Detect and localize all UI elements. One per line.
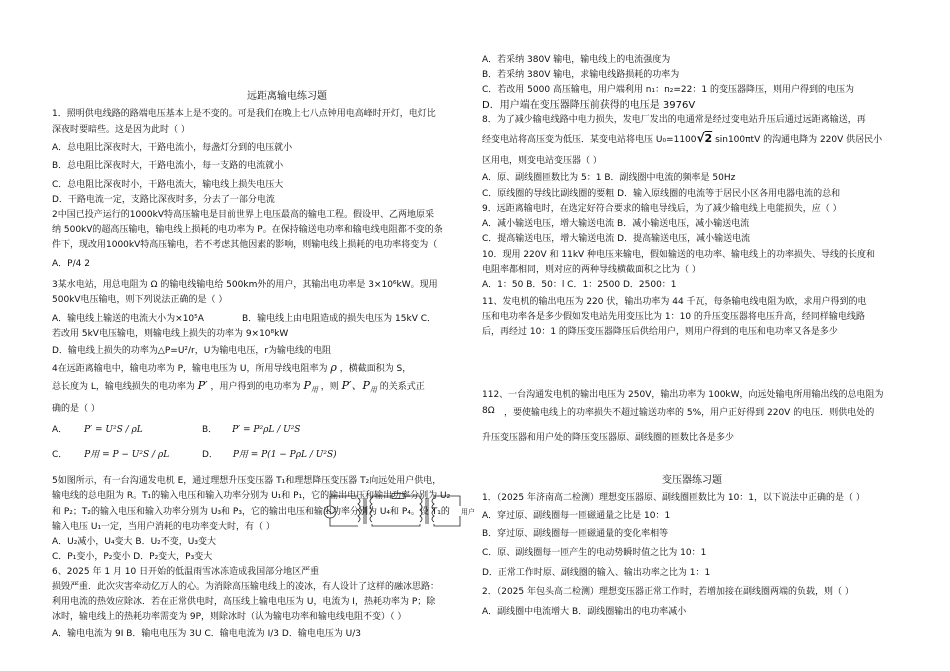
q4-option-c	[52, 449, 169, 463]
q3-option-a: A．输电线上输送的电流大小为×10⁵A	[52, 314, 204, 324]
t-q2-options-ab: A．副线圈中电流增大 B．副线圈输出的电功率减小	[482, 607, 687, 617]
sqrt-symbol: √	[696, 131, 705, 145]
q10-options: A．1：50 B．50：l C．1：2500 D．2500：1	[482, 280, 677, 290]
q1-stem-line-1: 1．照明供电线路的路端电压基本上是不变的。可是我们在晚上七八点钟用电高峰时开灯，电灯比	[52, 109, 436, 119]
q4-d-formula: P用 = P(1 − PρL / U²S)	[232, 450, 337, 460]
q8-options-cd: C．原线圈的导线比副线圈的要粗 D．输入原线圈的电流等于居民小区各用电器电流的总和	[482, 189, 841, 199]
t2-secondary-coil	[432, 498, 434, 522]
q8-line-3: 区用电，则变电站变压器（ ）	[482, 156, 602, 166]
q4-option-a	[52, 424, 143, 438]
q9-options-ab: A．减小输送电压，增大输送电流 B．减小输送电压，减小输送电流	[482, 219, 750, 229]
t1-secondary-coil	[370, 498, 372, 522]
t1-primary-coil	[358, 498, 360, 522]
q2-line-3: 件下，现改用1000kV特高压输电，若不考虑其他因素的影响，则输电线上损耗的电功率将变为（	[52, 240, 438, 250]
q3-line-1: 3某水电站，用总电阻为 Ω 的输电线输电给 500km外的用户，其输出电功率是 3×10⁶kW。现用	[52, 280, 438, 290]
t-q1-option-b: B．穿过原、副线圈每一匝磁通量的变化率相等	[482, 529, 669, 539]
q4-a-label: A．	[52, 425, 68, 435]
t2-primary-coil	[420, 498, 422, 522]
t-q2-stem: 2．（2025 年包头高二检测）理想变压器正常工作时，若增加接在副线圈两端的负载，则（ ）	[482, 587, 854, 597]
transformer-circuit-diagram	[320, 492, 475, 528]
q2-line-2: 纳 500kV的超高压输电，输电线上损耗的电功率为 P。在保持输送电功率和输电线电阻都不变的条	[52, 225, 443, 235]
q4-text-d: ，用户得到的电功率为	[210, 382, 301, 392]
q4-text-c: 总长度为 L，输电线损失的电功率为	[52, 382, 195, 392]
q12-line-1: 112、一台沟通发电机的输出电压为 250V，输出功率为 100kW，向远处输电所用输出线的总电阻为	[482, 390, 884, 400]
q5-line-1: 5如图所示，有一台沟通发电机 E，通过理想升压变压器 T₁和理想降压变压器 T₂向远处用户供电，	[52, 476, 442, 486]
sqrt-value: 2	[704, 132, 713, 145]
q3-option-b: B．输电线上由电阻造成的损失电压为 15kV C．	[242, 314, 437, 324]
q3-line-2: 500kV电压输电，则下列说法正确的是（ ）	[52, 295, 228, 305]
q1-option-b: B．总电阻比深夜时大，干路电流小，每一支路的电流就小	[52, 161, 284, 171]
q4-option-b	[202, 424, 300, 438]
q5-line-4: 输入电压 U₁一定，当用户消耗的电功率变大时，有（ ）	[52, 522, 275, 532]
q7-option-b: B．若采纳 380V 输电，求输电线路损耗的功率为	[482, 70, 680, 80]
q3-option-c: 若改用 5kV电压输电，则输电线上损失的功率为 9×10⁸kW	[52, 329, 289, 339]
q1-option-a: A．总电阻比深夜时大，干路电流小，每盏灯分到的电压就小	[52, 143, 293, 153]
q4-b-label: B．	[202, 425, 218, 435]
q2-options: A．P/4 2	[52, 259, 90, 269]
q8-options-ab: A．原、副线圈匝数比为 5：1 B．副线圈中电流的频率是 50Hz	[482, 173, 736, 183]
q4-text-f: 的关系式正	[379, 382, 425, 392]
q5-line-3: 和 P₂；T₂的输入电压和输入功率分别为 U₃和 P₃，它的输出电压和输出功率分别为 U₄和 P₄。设 T₁的	[52, 507, 450, 517]
q5-options-ab: A．U₂减小，U₄变大 B．U₂不变，U₃变大	[52, 537, 216, 547]
t-q1-option-d: D．正常工作时原、副线圈的输入、输出功率之比为 1：1	[482, 568, 711, 578]
q8-line-1: 8．为了减少输电线路中电力损失，发电厂发出的电通常是经过变电站升压后通过远距离输送，再	[482, 115, 866, 125]
q9-options-cd: C．提高输送电压，增大输送电流 D．提高输送电压，减小输送电流	[482, 234, 751, 244]
p-prime-puser-symbol: P′、$P_用$	[341, 379, 377, 395]
section-title-transformer: 变压器练习题	[662, 475, 722, 486]
q4-line-1	[52, 361, 411, 377]
q1-option-c: C．总电阻比深夜时小，干路电流大，输电线上损失电压大	[52, 180, 284, 190]
q11-line-3: 后，再经过 10：1 的降压变压器降压后供给用户，则用户得到的电压和电功率又各是多少	[482, 327, 838, 337]
q4-c-formula: P用 = P − U²S / ρL	[84, 450, 170, 460]
q6-line-3: 利用电流的热效应除冰．若在正常供电时，高压线上输电电压为 U，电流为 I，热耗功率为 P；除	[52, 597, 436, 607]
q4-text-a: 4在远距离输电中，输电功率为 P，输电电压为 U，所用导线电阻率为	[52, 364, 328, 374]
q11-line-1: 11、发电机的输出电压为 220 伏，输出功率为 44 千瓦，每条输电线电阻为欧，求用户得到的电	[482, 297, 867, 307]
t-q1-stem: 1．（2025 年济南高二检测）理想变压器原、副线圈匝数比为 10：1，以下说法中正确的是（ ）	[482, 493, 865, 503]
q6-line-1: 6、2025 年 1 月 10 日开始的低温雨雪冰冻造成我国部分地区严重	[52, 567, 320, 577]
q8-line-2	[482, 132, 882, 148]
user-label: 用户	[461, 508, 475, 516]
q8-text-b: sin100πtV 的沟通电降为 220V 供居民小	[715, 135, 883, 145]
q4-line-2	[52, 379, 425, 398]
q4-a-formula: P′ = U²S / ρL	[84, 425, 143, 435]
q10-line-2: 电阻率都相同，则对应的两种导线横截面积之比为（ ）	[482, 265, 701, 275]
q4-line-3: 确的是（ ）	[52, 404, 100, 414]
q5-line-2: 输电线的总电阻为 R。T₁的输入电压和输入功率分别为 U₁和 P₁，它的输出电压和输出功率分别为 U₂	[52, 491, 451, 501]
q4-d-label: D．	[202, 450, 218, 460]
q12-line-2: ，要使输电线上的功率损失不超过输送功率的 5%，用户正好得到 220V 的电压．则供电处的	[504, 408, 875, 418]
q5-options-cd: C．P₁变小，P₂变小 D．P₂变大，P₃变大	[52, 552, 213, 562]
q4-option-d	[202, 449, 337, 463]
q3-option-d: D．输电线上损失的功率为△P=U²/r，U为输电电压，r为输电线的电阻	[52, 346, 332, 356]
q7-option-c: C．若改用 5000 高压输电，用户端利用 n₁：n₂=22：1 的变压器降压，则用户得到的电压为	[482, 85, 854, 95]
q6-line-2: 损毁严重．此次灾害牵动亿万人的心。为消除高压输电线上的凌冰，有人设计了这样的融冰思路：	[52, 582, 440, 592]
q1-option-d: D．干路电流一定，支路比深夜时多，分去了一部分电流	[52, 195, 275, 205]
q6-options: A．输电电流为 9I B．输电电压为 3U C．输电电流为 I/3 D．输电电压为 U/3	[52, 629, 362, 639]
q12-resistance: 8Ω	[482, 406, 495, 416]
t-q1-option-c: C．原、副线圈每一匝产生的电动势瞬时值之比为 10：1	[482, 548, 707, 558]
rho-symbol: ρ	[330, 361, 337, 374]
q4-c-label: C．	[52, 450, 68, 460]
q11-line-2: 压和电功率各是多少假如发电站先用变压比为 1：10 的升压变压器将电压升高，经同样输电线路	[482, 312, 865, 322]
q7-option-a: A．若采纳 380V 输电，输电线上的电流强度为	[482, 55, 671, 65]
q4-text-b: ，横截面积为 S，	[339, 364, 412, 374]
q4-text-e: ，则	[320, 382, 339, 392]
t-q1-option-a: A．穿过原、副线圈每一匝磁通量之比是 10：1	[482, 511, 671, 521]
q8-text-a: 经变电站将高压变为低压．某变电站将电压 U₀=1100	[482, 135, 697, 145]
q1-stem-line-2: 深夜时要暗些。这是因为此时（ ）	[52, 125, 190, 135]
q6-line-4: 冰时，输电线上的热耗功率需变为 9P，则除冰时（认为输电功率和输电线电阻不变）（ ）	[52, 612, 407, 622]
line-resistor-r	[392, 494, 404, 499]
q9-stem: 9．远距离输电时，在选定好符合要求的输电导线后，为了减少输电线上电能损失，应（ ）	[482, 204, 842, 214]
page-title: 远距离输电练习题	[247, 91, 327, 102]
p-prime-symbol: P′	[197, 379, 208, 392]
q10-line-1: 10．现用 220V 和 11kV 种电压来输电，假如输送的电功率、输电线上的功率损失、导线的长度和	[482, 250, 876, 260]
q2-line-1: 2中国已投产运行的1000kV特高压输电是目前世界上电压最高的输电工程。假设甲、乙两地原采	[52, 210, 435, 220]
q12-line-3: 升压变压器和用户处的降压变压器原、副线圈的匝数比各是多少	[482, 433, 735, 443]
p-user-symbol: $P_用$	[303, 379, 318, 395]
q4-b-formula: P′ = P²ρL / U²S	[232, 425, 301, 435]
q7-option-d: D．用户端在变压器降压前获得的电压是 3976V	[482, 100, 696, 111]
